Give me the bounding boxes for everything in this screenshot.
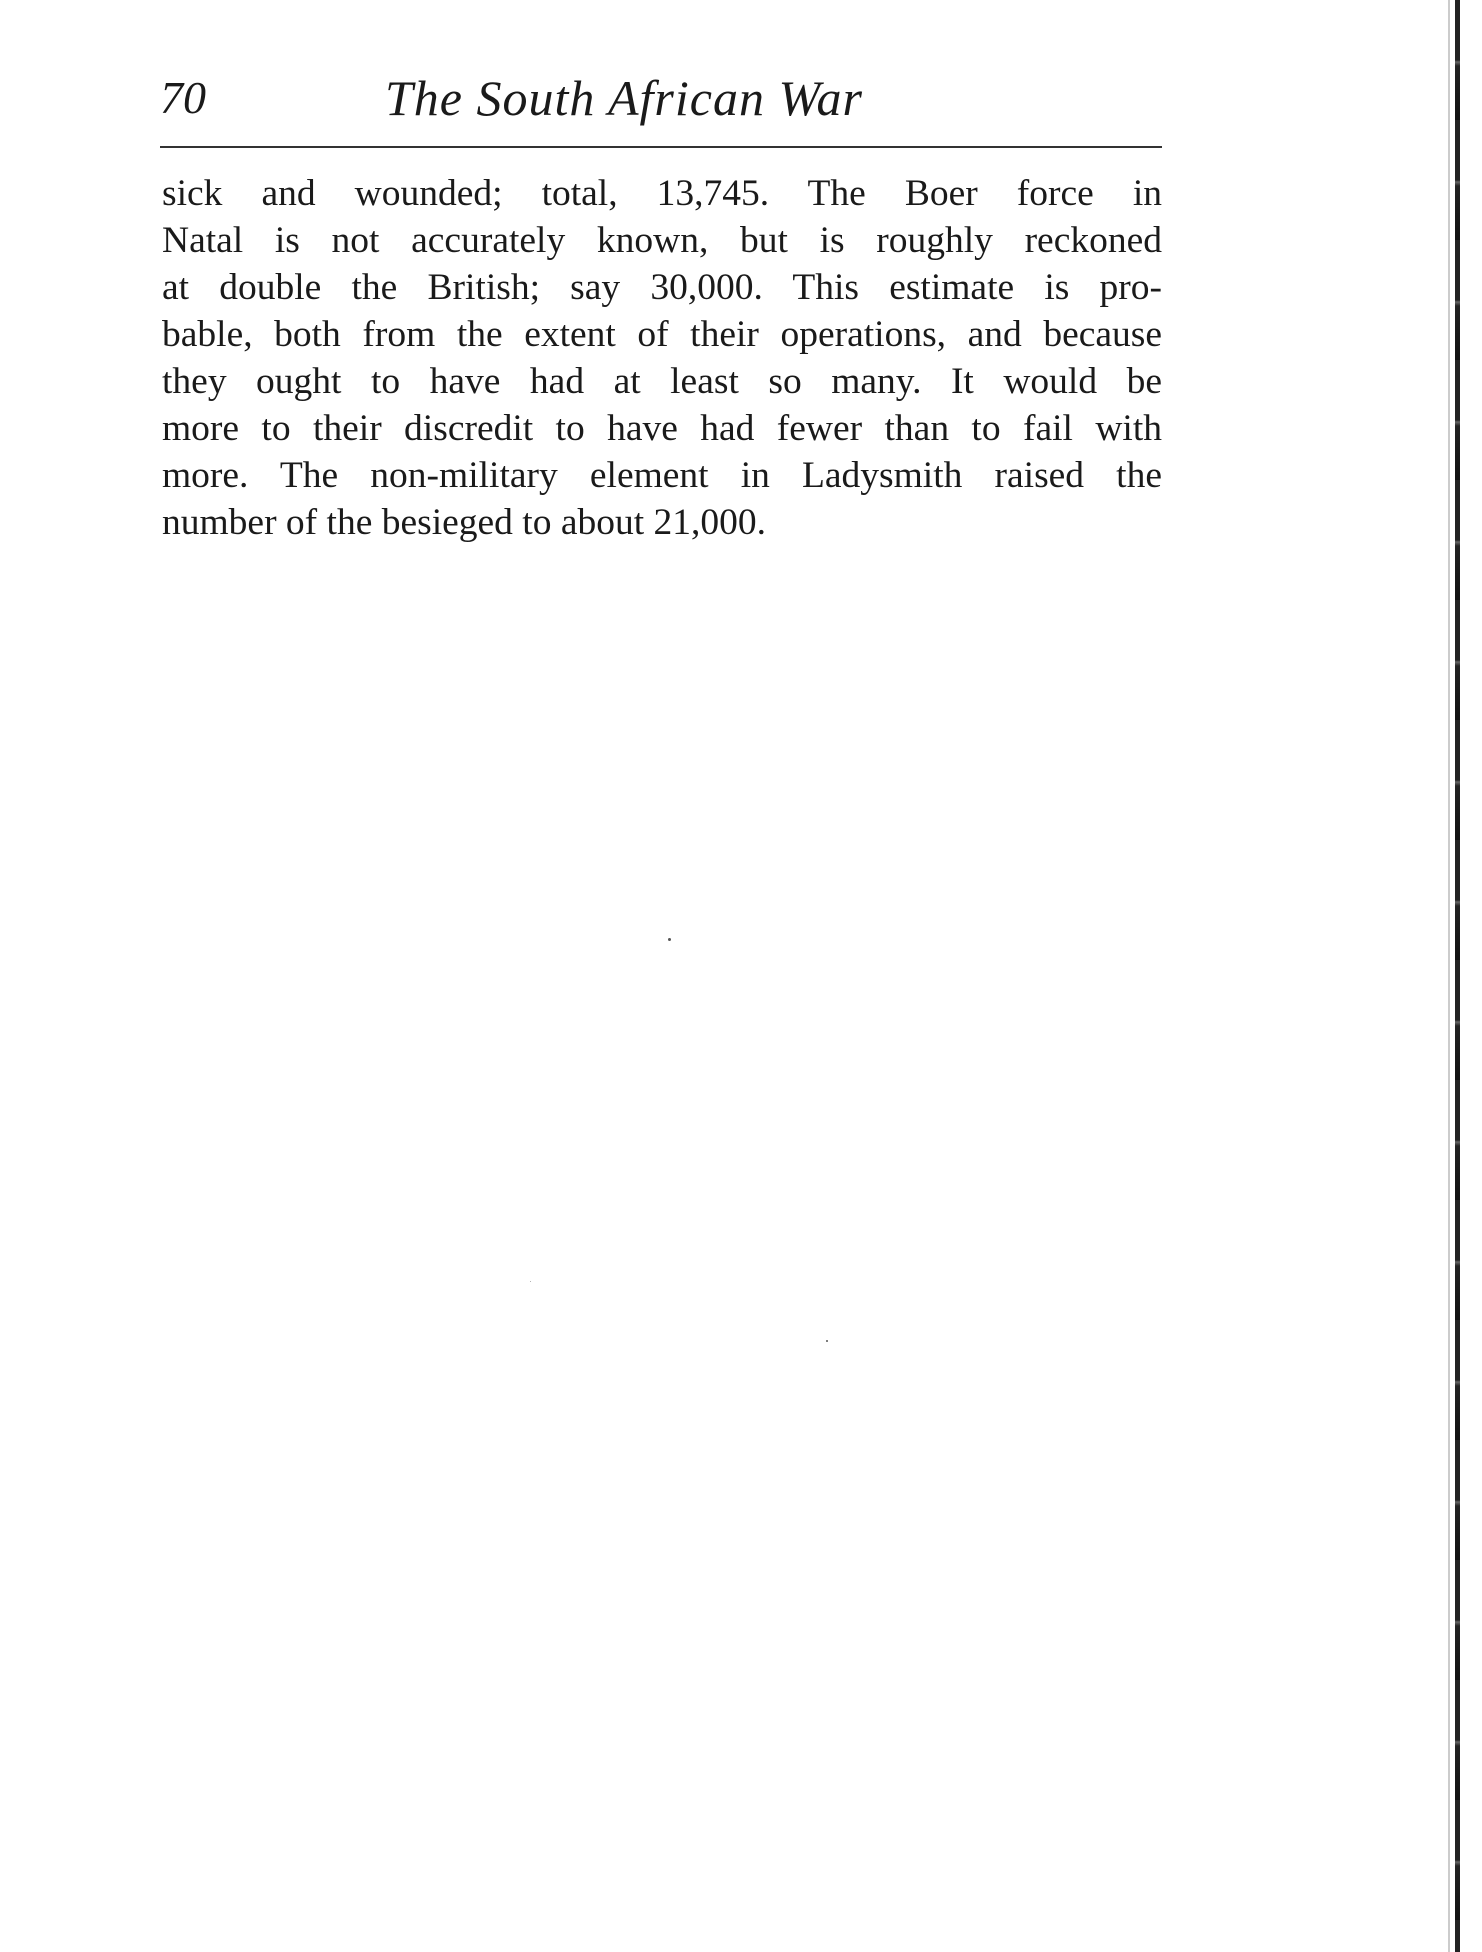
header-rule (160, 146, 1162, 148)
text-line: number of the besieged to about 21,000. (162, 502, 767, 543)
text-line: at double the British; say 30,000. This estimate is pro- (162, 267, 1162, 308)
text-line: more to their discredit to have had fewer than to fail with (162, 408, 1162, 449)
text-line: bable, both from the extent of their operations, and because (162, 314, 1162, 355)
body-paragraph (162, 170, 1162, 546)
page-number: 70 (160, 72, 206, 123)
text-line: they ought to have had at least so many. It would be (162, 361, 1162, 402)
binding-shadow (1448, 0, 1450, 1952)
page-binding-edge (1455, 0, 1460, 1952)
text-line: more. The non-military element in Ladysmith raised the (162, 455, 1162, 496)
scan-speck (668, 938, 671, 941)
running-title: The South African War (385, 70, 863, 126)
scan-speck (530, 1281, 531, 1282)
text-line: Natal is not accurately known, but is roughly reckoned (162, 220, 1162, 261)
running-head (160, 68, 1162, 138)
text-line: sick and wounded; total, 13,745. The Boer force in (162, 173, 1162, 214)
scan-speck (826, 1340, 828, 1342)
